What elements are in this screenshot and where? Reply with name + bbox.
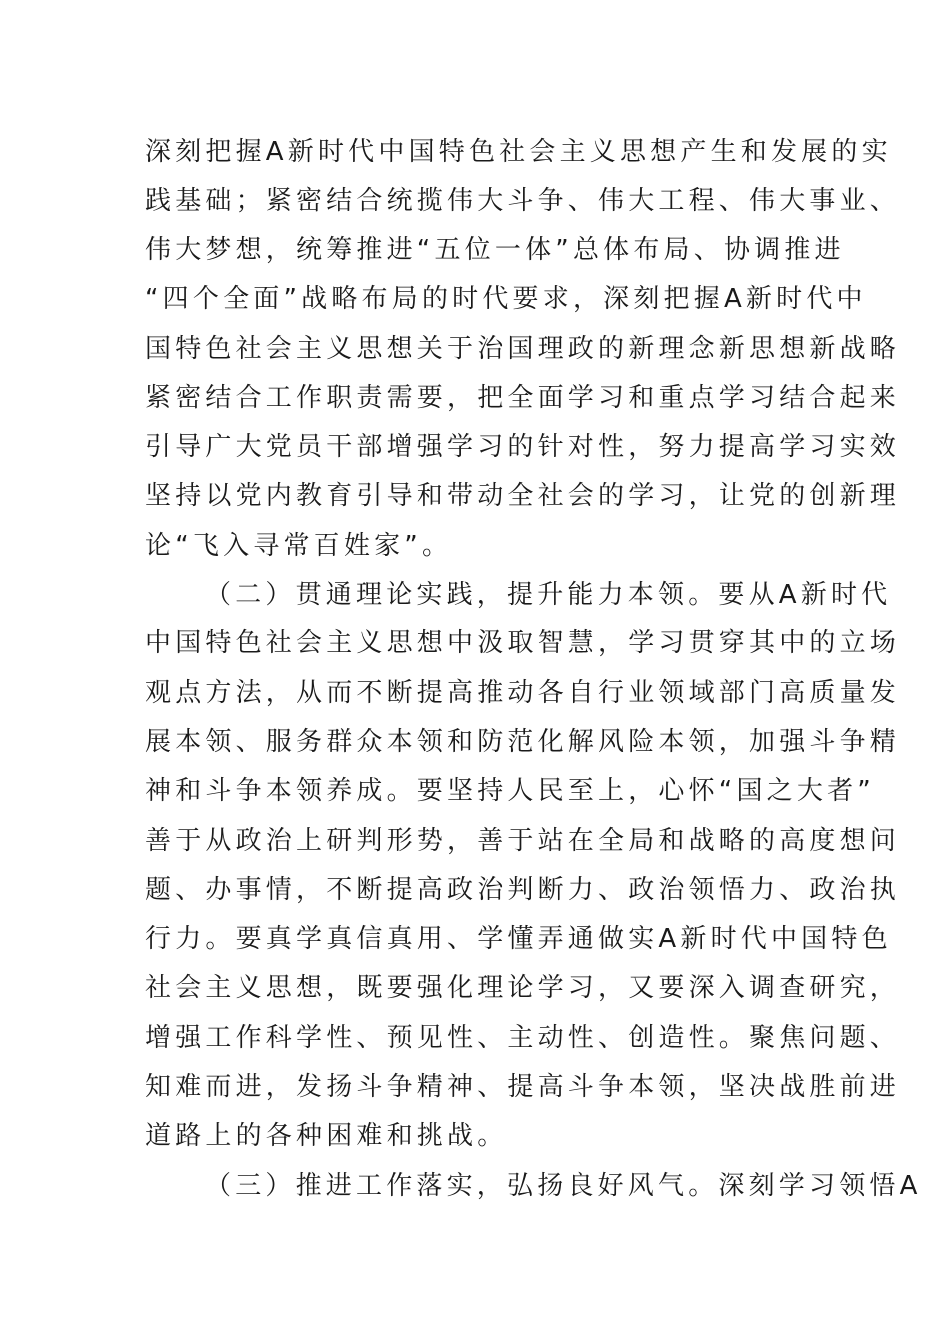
paragraph-line: 践基础；紧密结合统揽伟大斗争、伟大工程、伟大事业、 — [145, 186, 901, 216]
paragraph-line: 引导广大党员干部增强学习的针对性，努力提高学习实效 — [145, 432, 901, 462]
section-heading-line: （二）贯通理论实践，提升能力本领。要从A新时代 — [205, 580, 892, 610]
paragraph-line: 题、办事情，不断提高政治判断力、政治领悟力、政治执 — [145, 875, 901, 905]
paragraph-line: 行力。要真学真信真用、学懂弄通做实A新时代中国特色 — [145, 924, 892, 954]
paragraph-line: 善于从政治上研判形势，善于站在全局和战略的高度想问 — [145, 826, 901, 856]
paragraph-line: 社会主义思想，既要强化理论学习，又要深入调查研究， — [145, 973, 901, 1003]
paragraph-line: 展本领、服务群众本领和防范化解风险本领，加强斗争精 — [145, 727, 901, 757]
paragraph-line: 观点方法，从而不断提高推动各自行业领域部门高质量发 — [145, 678, 901, 708]
paragraph-line: 中国特色社会主义思想中汲取智慧，学习贯穿其中的立场 — [145, 628, 901, 658]
paragraph-line: 坚持以党内教育引导和带动全社会的学习，让党的创新理 — [145, 481, 901, 511]
paragraph-line: 论“飞入寻常百姓家”。 — [145, 531, 453, 561]
paragraph-line: 国特色社会主义思想关于治国理政的新理念新思想新战略 — [145, 334, 901, 364]
paragraph-line: 紧密结合工作职责需要，把全面学习和重点学习结合起来 — [145, 383, 901, 413]
paragraph-line: 神和斗争本领养成。要坚持人民至上，心怀“国之大者” — [145, 776, 875, 806]
paragraph-line: 伟大梦想，统筹推进“五位一体”总体布局、协调推进 — [145, 235, 845, 265]
paragraph-line: 深刻把握A新时代中国特色社会主义思想产生和发展的实 — [145, 137, 892, 167]
section-heading-line: （三）推进工作落实，弘扬良好风气。深刻学习领悟A — [205, 1171, 922, 1201]
paragraph-line: 知难而进，发扬斗争精神、提高斗争本领，坚决战胜前进 — [145, 1072, 901, 1102]
paragraph-line: 增强工作科学性、预见性、主动性、创造性。聚焦问题、 — [145, 1023, 901, 1053]
paragraph-line: “四个全面”战略布局的时代要求，深刻把握A新时代中 — [145, 284, 867, 314]
paragraph-line: 道路上的各种困难和挑战。 — [145, 1121, 508, 1151]
